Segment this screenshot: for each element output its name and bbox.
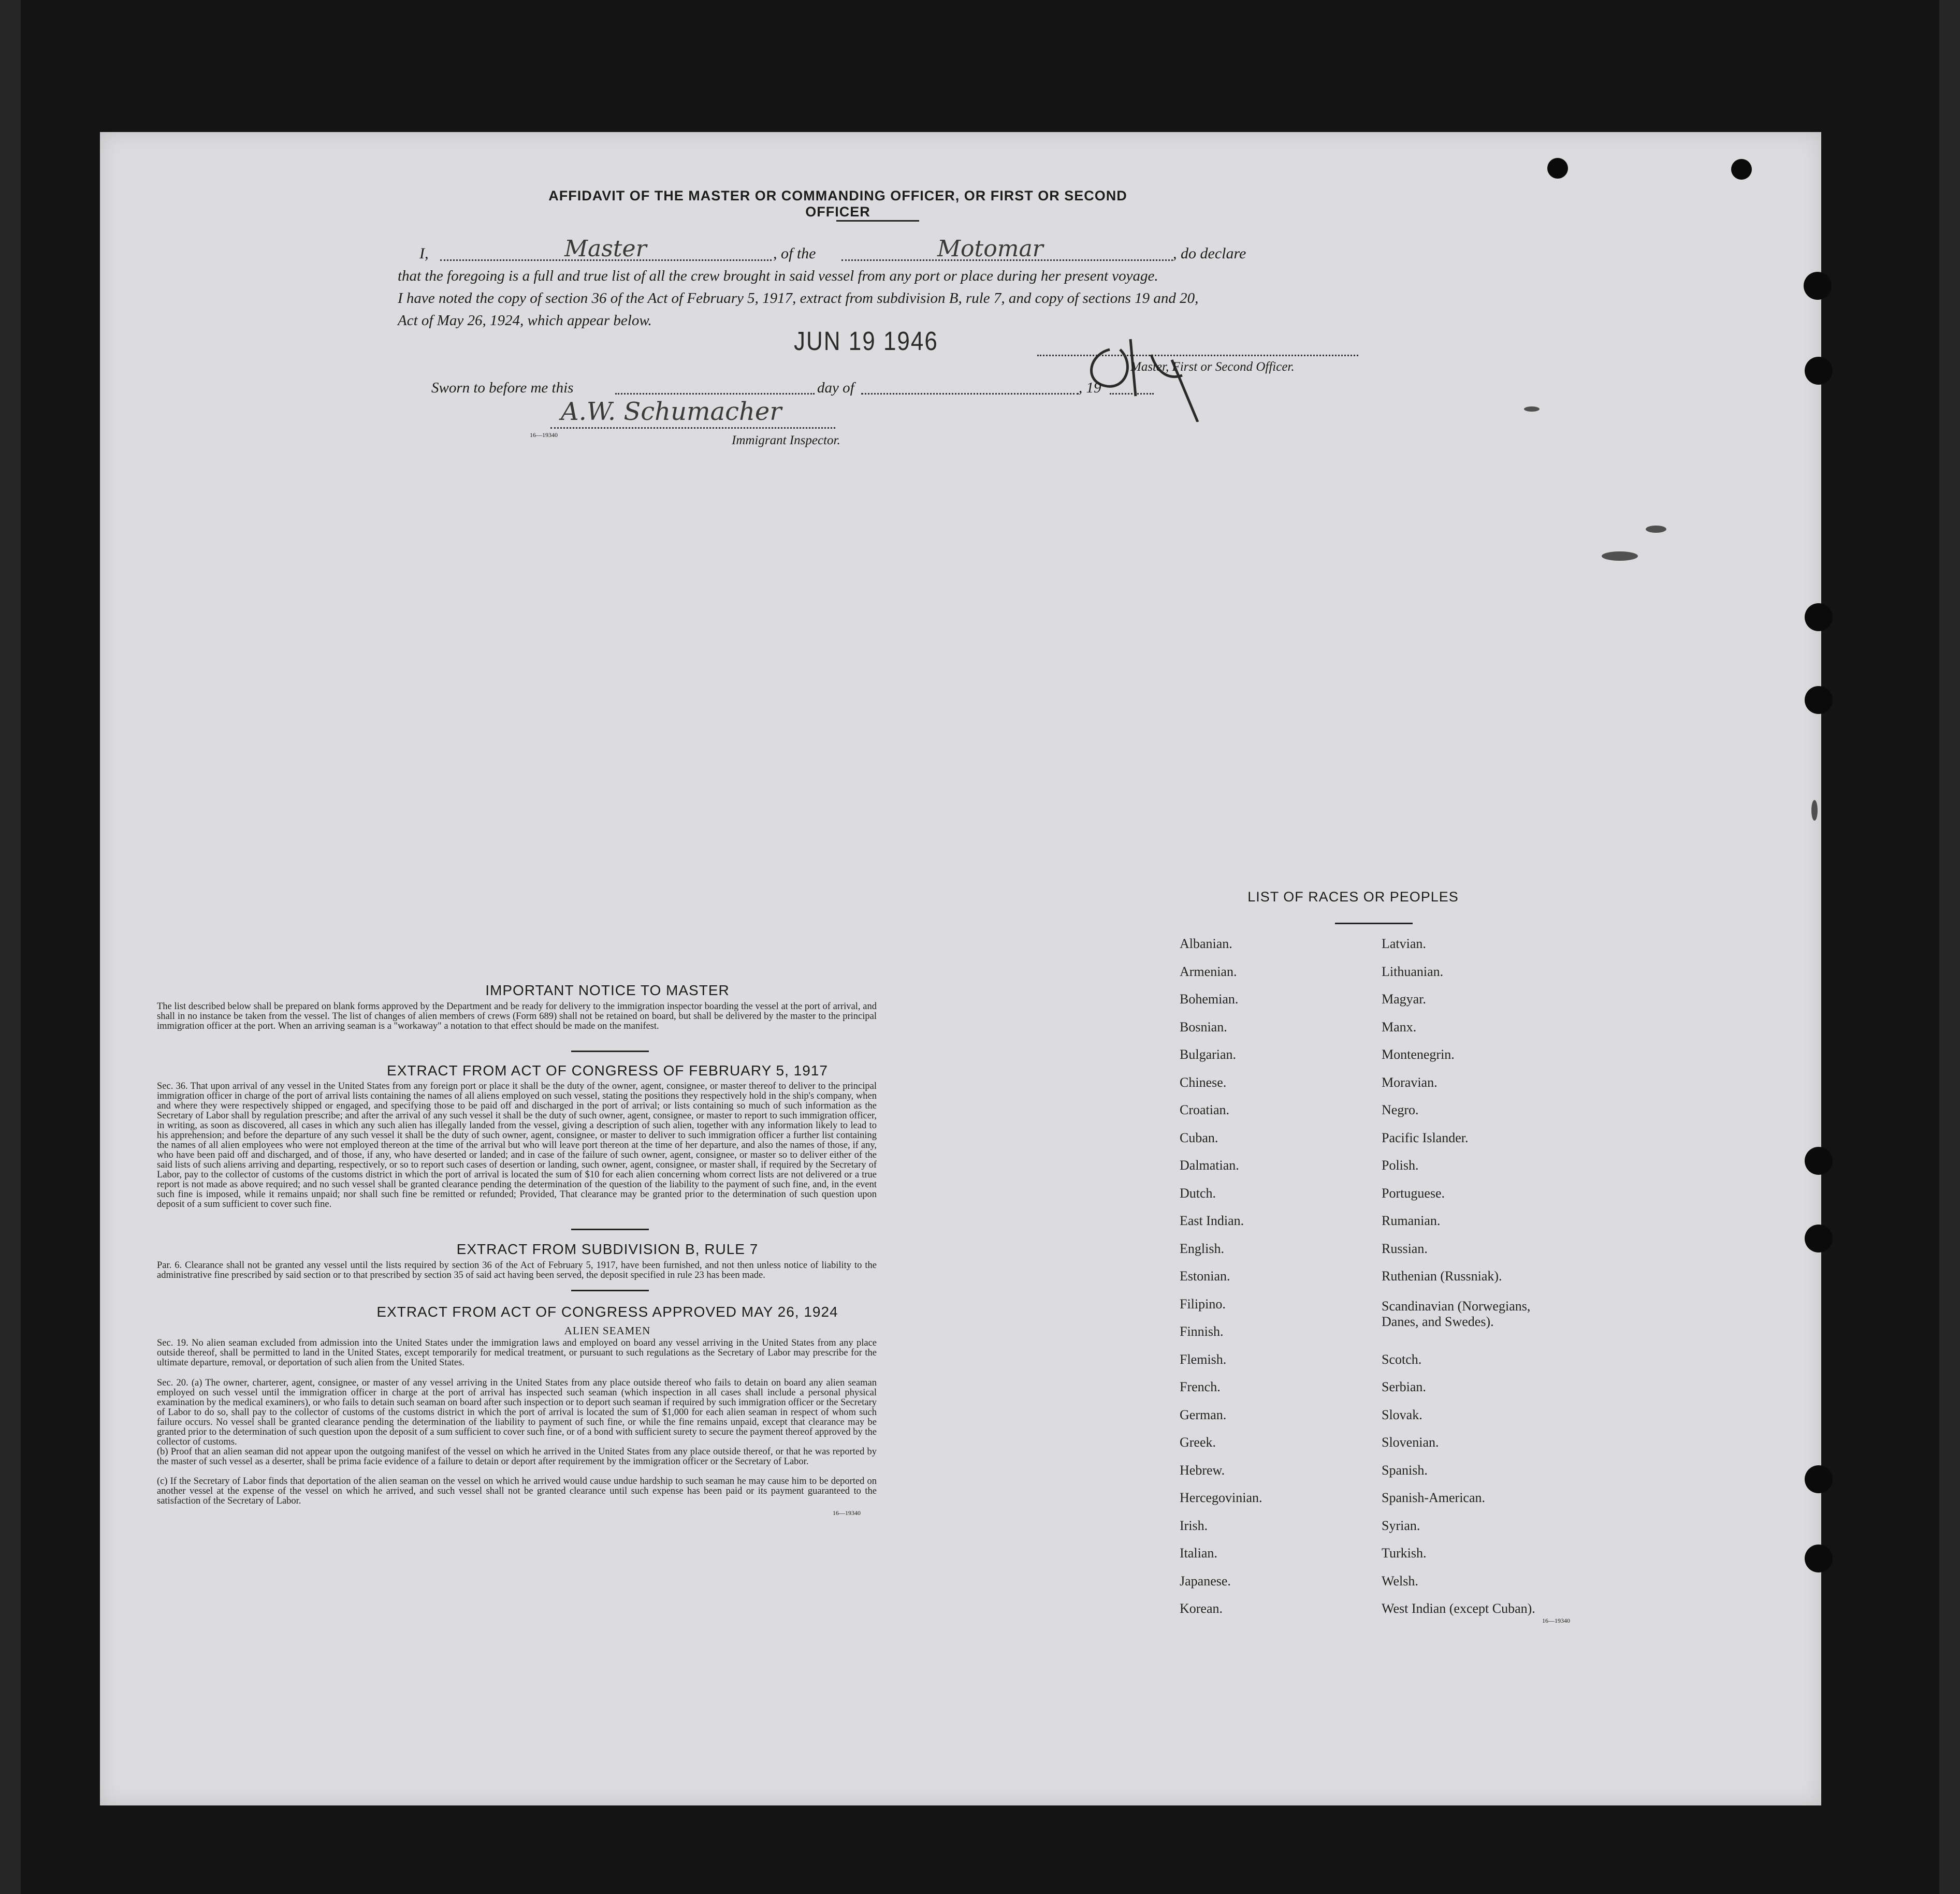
race-item: Flemish. [1180, 1351, 1227, 1367]
extract-1924-title: EXTRACT FROM ACT OF CONGRESS APPROVED MAY 26, 1924 [376, 1304, 838, 1320]
declaration-prefix: I, [419, 245, 429, 262]
sworn-day-blank [615, 393, 815, 395]
race-item: Latvian. [1382, 936, 1426, 951]
extract-1924-subtitle: ALIEN SEAMEN [564, 1324, 651, 1337]
sec-19-text: Sec. 19. No alien seaman excluded from admission into the United States under the immigration laws and employed on board any vessel arriving in the United States from any place outside thereof, shall be permitted to land in the United States, except temporarily for medical treatment, or pursuant to such regulations as the Secretary of Labor may prescribe for the ultimate departure, removal, or deportation of such alien from the United States. [157, 1338, 877, 1368]
sworn-day-label: day of [817, 380, 854, 396]
race-item: Filipino. [1180, 1296, 1226, 1312]
race-item: Albanian. [1180, 936, 1232, 951]
declaration-suffix: , do declare [1173, 245, 1246, 262]
vessel-name-handwritten: Motomar [937, 236, 1043, 262]
sworn-prefix: Sworn to before me this [431, 380, 574, 396]
film-border-right [1939, 0, 1960, 1894]
race-item: Ruthenian (Russniak). [1382, 1269, 1502, 1284]
race-item: Bulgarian. [1180, 1047, 1237, 1062]
race-item: Manx. [1382, 1019, 1417, 1035]
ink-smudge [1524, 406, 1540, 412]
race-item: Bohemian. [1180, 992, 1239, 1007]
race-item: Bosnian. [1180, 1019, 1227, 1035]
notice-title: IMPORTANT NOTICE TO MASTER [485, 982, 730, 998]
race-item: Negro. [1382, 1102, 1419, 1117]
rule7-title: EXTRACT FROM SUBDIVISION B, RULE 7 [456, 1241, 759, 1257]
declaration-mid: , of the [773, 245, 816, 262]
race-item: Japanese. [1180, 1573, 1231, 1589]
inspector-line [550, 427, 835, 429]
affidavit-form-number: 16—19340 [530, 431, 558, 439]
ink-smudge [1602, 551, 1638, 561]
race-item: Portuguese. [1382, 1185, 1445, 1201]
declaration-line-4: Act of May 26, 1924, which appear below. [398, 312, 652, 329]
punch-hole [1805, 603, 1833, 631]
signature-line [1037, 355, 1358, 356]
race-item: Finnish. [1180, 1324, 1224, 1339]
extract-1917-text: Sec. 36. That upon arrival of any vessel in the United States from any foreign port or place it shall be the duty of the owner, agent, consignee, or master thereof to deliver to the principal immigration officer in charge of the port of arrival lists containing the names of all aliens employed on such vessel, stating the positions they respectively hold in the ship's company, when and where they were respectively shipped or engaged, and specifying those to be paid off and discharged in the port of arrival; or lists containing so much of such information as the Secretary of Labor shall by regulation prescribe; and after the arrival of any such vessel it shall be the duty of such owner, agent, consignee, or master to report to such immigration officer, in writing, as soon as discovered, all cases in which any such alien has illegally landed from the vessel, giving a description of such alien, together with any information likely to lead to his apprehension; and before the departure of any such vessel it shall be the duty of such owner, agent, consignee, or master to deliver to such immigration officer a further list containing the names of all alien employees who were not employed thereon at the time of the arrival but who will leave port thereon at the time of her departure, and also the names of those, if any, who have been paid off and discharged, and of those, if any, who have deserted or landed; and in case of the failure of such owner, agent, consignee, or master so to deliver either of the said lists of such aliens arriving and departing, respectively, or so to report such cases of desertion or landing, such owner, agent, consignee, or master shall, if required by the Secretary of Labor, pay to the collector of customs of the customs district in which the port of arrival is located the sum of $10 for each alien concerning whom correct lists are not delivered or a true report is not made as above required; and no such vessel shall be granted clearance pending the determination of the question of the liability to the payment of such fine, and, in the event such fine is imposed, while it remains unpaid; nor shall such fine be remitted or refunded; Provided, That clearance may be granted prior to the determination of such question upon deposit of a sum sufficient to cover such fine. [157, 1081, 877, 1210]
race-item: Turkish. [1382, 1546, 1427, 1561]
section-rule [571, 1051, 649, 1052]
punch-hole [1805, 1225, 1833, 1252]
race-item: Estonian. [1180, 1269, 1230, 1284]
race-item: Scandinavian (Norwegians, Danes, and Swedes). [1382, 1299, 1531, 1329]
race-item: German. [1180, 1407, 1227, 1422]
race-item: Spanish. [1382, 1462, 1428, 1478]
film-border-left [0, 0, 21, 1894]
punch-hole [1731, 159, 1752, 180]
race-item: Spanish-American. [1382, 1490, 1486, 1505]
race-item: English. [1180, 1241, 1224, 1256]
sec-20a-text: Sec. 20. (a) The owner, charterer, agent, consignee, or master of any vessel arriving in the United States from any place outside thereof who fails to detain on board any alien seaman employed on such vessel until the immigration officer in charge at the port of arrival has inspected such seaman (which inspection in all cases shall include a personal physical examination by the medical examiners), or who fails to detain such seaman on board after such inspection or to deport such seaman if required by such immigration officer or the Secretary of Labor to do so, shall pay to the collector of customs of the customs district in which the port of arrival is located the sum of $1,000 for each alien seaman in respect of whom such failure occurs. No vessel shall be granted clearance pending the determination of the liability to payment of such fine, or while the fine remains unpaid, except that clearance may be granted prior to the determination of such question upon the deposit of a sum sufficient to cover such fine, or of a bond with sufficient surety to secure the payment thereof approved by the collector of customs. [157, 1378, 877, 1447]
race-item: Dutch. [1180, 1185, 1216, 1201]
extract-form-number: 16—19340 [833, 1509, 861, 1517]
document-page [100, 132, 1821, 1805]
race-item: Polish. [1382, 1158, 1419, 1173]
section-rule [571, 1290, 649, 1291]
sworn-year-blank [1110, 393, 1154, 395]
affidavit-title: AFFIDAVIT OF THE MASTER OR COMMANDING OFFICER, OR FIRST OR SECOND OFFICER [548, 188, 1127, 220]
notice-text: The list described below shall be prepared on blank forms approved by the Department and be ready for delivery to the immigration inspector boarding the vessel at the port of arrival, and shall in no instance be taken from the vessel. The list of changes of alien members of crews (Form 689) shall not be retained on board, but shall be delivered by the master to the principal immigration officer at the port. When an arriving seaman is a "workaway" a notation to that effect should be made on the manifest. [157, 1001, 877, 1031]
races-form-number: 16—19340 [1542, 1617, 1570, 1624]
race-item: Hebrew. [1180, 1462, 1225, 1478]
master-name-handwritten: Master [564, 236, 647, 262]
ink-smudge [1646, 526, 1666, 533]
section-rule [571, 1229, 649, 1230]
race-item: Greek. [1180, 1435, 1216, 1450]
race-item: Welsh. [1382, 1573, 1418, 1589]
race-item: Lithuanian. [1382, 964, 1444, 979]
race-item: French. [1180, 1379, 1221, 1394]
race-item: Cuban. [1180, 1130, 1218, 1145]
ink-smudge [1811, 800, 1818, 821]
race-item: Scotch. [1382, 1351, 1422, 1367]
race-item: Moravian. [1382, 1074, 1438, 1090]
signature-role-label: Master, First or Second Officer. [1130, 360, 1295, 374]
declaration-line-3: I have noted the copy of section 36 of the Act of February 5, 1917, extract from subdivision B, rule 7, and copy of sections 19 and 20, [398, 290, 1199, 307]
punch-hole [1805, 686, 1833, 714]
race-item: Montenegrin. [1382, 1047, 1455, 1062]
punch-hole [1805, 1147, 1833, 1175]
punch-hole [1547, 158, 1568, 179]
race-item: Italian. [1180, 1546, 1217, 1561]
punch-hole [1805, 1545, 1833, 1572]
inspector-label: Immigrant Inspector. [732, 433, 840, 447]
race-item: Serbian. [1382, 1379, 1426, 1394]
race-item: Magyar. [1382, 992, 1426, 1007]
sec-20b-text: (b) Proof that an alien seaman did not appear upon the outgoing manifest of the vessel on which he arrived in the United States from any place outside thereof, or that he was reported by the master of such vessel as a deserter, shall be prima facie evidence of a failure to detain or deport after requirement by the immigration officer or the Secretary of Labor. [157, 1447, 877, 1467]
race-item: East Indian. [1180, 1213, 1244, 1228]
race-item: Chinese. [1180, 1074, 1227, 1090]
race-item: Croatian. [1180, 1102, 1230, 1117]
sworn-year-label: , 19 [1079, 380, 1101, 396]
race-item: Irish. [1180, 1518, 1208, 1533]
races-rule [1335, 923, 1413, 924]
race-item: Russian. [1382, 1241, 1428, 1256]
race-item: Syrian. [1382, 1518, 1420, 1533]
race-item: Dalmatian. [1180, 1158, 1239, 1173]
extract-1917-title: EXTRACT FROM ACT OF CONGRESS OF FEBRUARY 5, 1917 [387, 1062, 828, 1079]
punch-hole [1804, 272, 1832, 300]
race-item: Rumanian. [1382, 1213, 1441, 1228]
title-rule [836, 220, 919, 222]
race-item: West Indian (except Cuban). [1382, 1601, 1535, 1616]
punch-hole [1805, 357, 1833, 385]
inspector-signature-handwritten: A.W. Schumacher [561, 397, 782, 426]
sec-20c-text: (c) If the Secretary of Labor finds that deportation of the alien seaman on the vessel on which he arrived would cause undue hardship to such seaman he may cause him to be deported on another vessel at the expense of the vessel on which he arrived, and such vessel shall not be granted clearance until such expense has been paid or its payment guaranteed to the satisfaction of the Secretary of Labor. [157, 1476, 877, 1506]
race-item: Korean. [1180, 1601, 1223, 1616]
punch-hole [1805, 1465, 1833, 1493]
race-item: Hercegovinian. [1180, 1490, 1262, 1505]
races-title: LIST OF RACES OR PEOPLES [1247, 889, 1459, 905]
race-item: Armenian. [1180, 964, 1237, 979]
rule7-text: Par. 6. Clearance shall not be granted any vessel until the lists required by section 36 of the Act of February 5, 1917, have been furnished, and not then unless notice of liability to the administrative fine prescribed by said section or to that prescribed by section 35 of said act having been served, the deposit specified in rule 23 has been made. [157, 1260, 877, 1280]
date-stamp: JUN 19 1946 [794, 327, 938, 356]
race-item: Pacific Islander. [1382, 1130, 1469, 1145]
race-item: Slovenian. [1382, 1435, 1439, 1450]
race-item: Slovak. [1382, 1407, 1422, 1422]
sworn-month-blank [861, 393, 1079, 395]
declaration-line-2: that the foregoing is a full and true list of all the crew brought in said vessel from any port or place during her present voyage. [398, 268, 1158, 284]
